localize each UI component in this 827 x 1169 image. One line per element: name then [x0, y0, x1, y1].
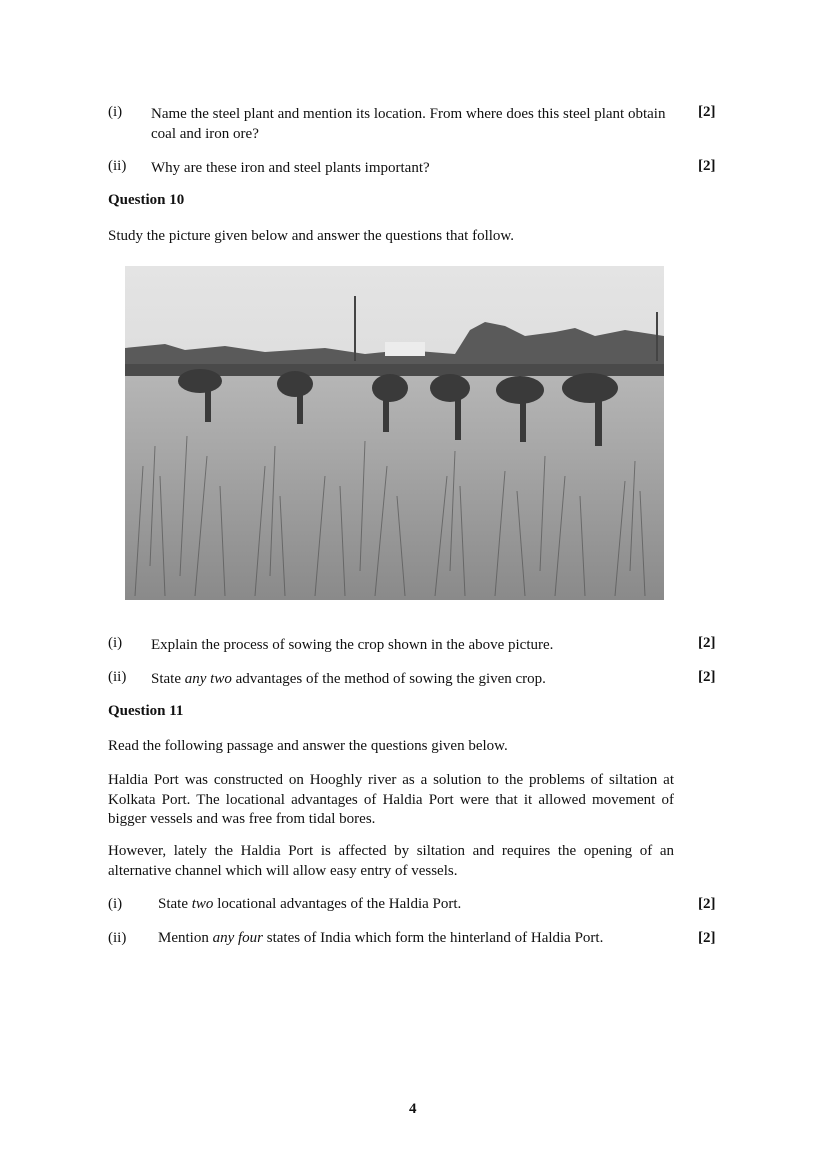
- q10-i-number: (i): [108, 635, 123, 651]
- q11-i-marks: [2]: [698, 896, 716, 912]
- q9-i-number: (i): [108, 104, 123, 120]
- q10-ii-marks: [2]: [698, 669, 716, 685]
- emphasis: any four: [212, 930, 264, 946]
- q11-i-text: [158, 896, 678, 913]
- q9-ii-marks: [2]: [698, 158, 716, 174]
- q10-i-marks: [2]: [698, 635, 716, 651]
- q10-ii-number: (ii): [108, 669, 127, 685]
- q11-passage-2: However, lately the Haldia Port is affected by siltation and requires the opening of an alternative channel which will allow easy entry of vessels.: [108, 843, 674, 879]
- q11-ii-marks: [2]: [698, 930, 716, 946]
- text: State: [158, 896, 192, 912]
- q11-i-number: (i): [108, 896, 123, 912]
- q11-intro: Read the following passage and answer the questions given below.: [108, 738, 508, 754]
- rice-transplanting-photo: [125, 266, 664, 600]
- text: advantages of the method of sowing the given crop.: [231, 671, 546, 687]
- q11-ii-text: [158, 930, 678, 947]
- q9-i-marks: [2]: [698, 104, 716, 120]
- text: states of India which form the hinterland of Haldia Port.: [263, 930, 604, 946]
- q11-ii-number: (ii): [108, 930, 127, 946]
- q10-intro: Study the picture given below and answer the questions that follow.: [108, 228, 515, 244]
- q10-i-text: Explain the process of sowing the crop shown in the above picture.: [151, 637, 554, 653]
- emphasis: any two: [184, 671, 232, 687]
- q11-passage-1: Haldia Port was constructed on Hooghly river as a solution to the problems of siltation at Kolkata Port. The locational advantages of Haldia Port were that it allowed movement of bigger vessels and was free from tidal bores.: [108, 772, 674, 827]
- text: locational advantages of the Haldia Port.: [213, 896, 462, 912]
- q10-ii-text: [151, 669, 681, 689]
- q9-ii-number: (ii): [108, 158, 127, 174]
- q10-heading: Question 10: [108, 192, 185, 208]
- q9-ii-text: Why are these iron and steel plants important?: [151, 160, 430, 176]
- text: State: [151, 671, 185, 687]
- q11-heading: Question 11: [108, 703, 184, 719]
- page-number: 4: [409, 1101, 417, 1117]
- emphasis: two: [191, 896, 214, 912]
- q9-i-text: Name the steel plant and mention its location. From where does this steel plant obtain coal and iron ore?: [151, 106, 666, 142]
- text: Mention: [158, 930, 213, 946]
